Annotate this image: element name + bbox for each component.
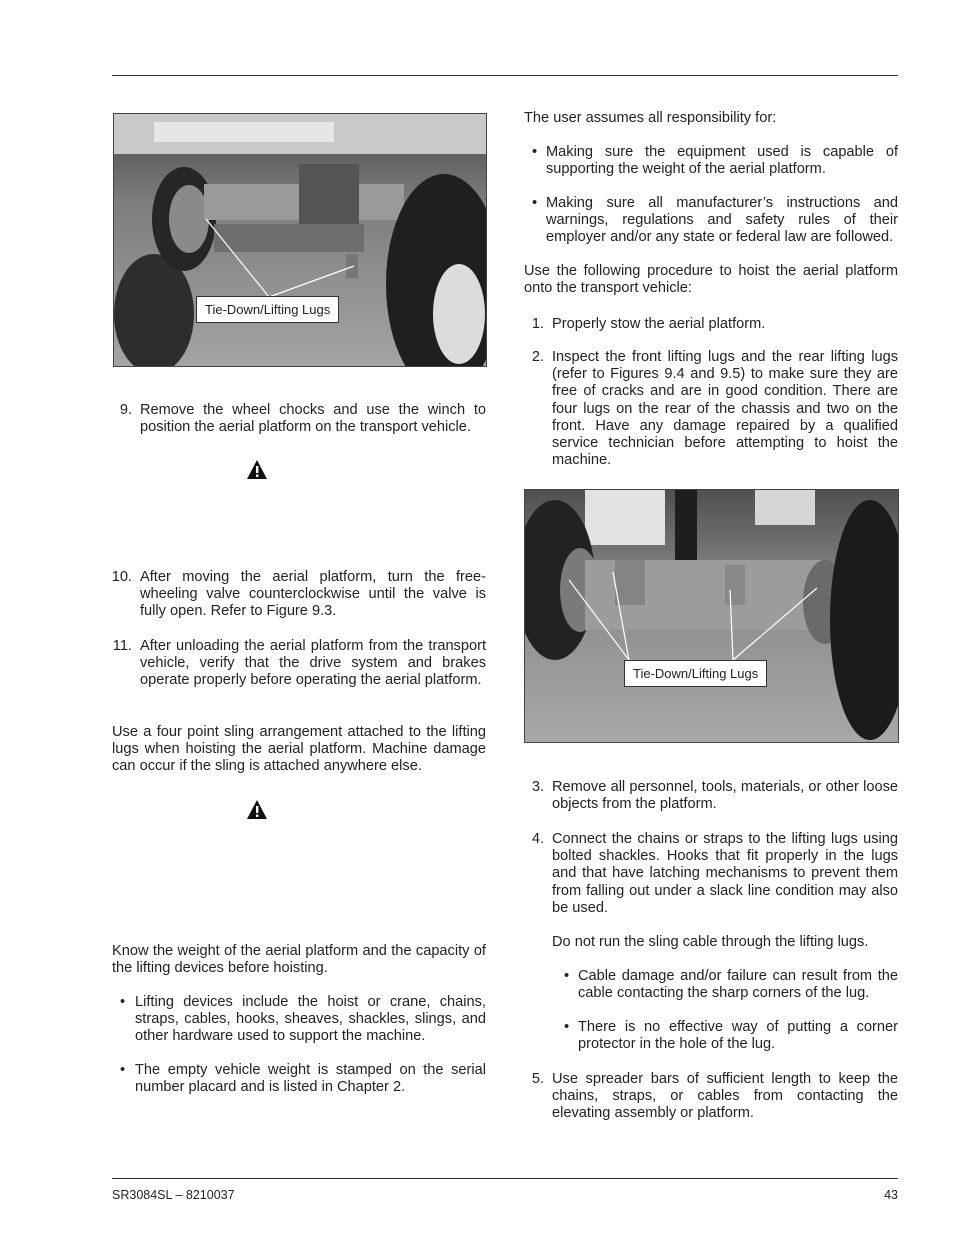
header-rule <box>112 75 898 76</box>
step11-number: 11. <box>112 638 132 654</box>
step4-text: Connect the chains or straps to the lifting lugs using bolted shackles. Hooks that fit properly in the lugs and that have latching mechanisms to prevent them from falling out under a slack line condition may also be used. <box>552 831 898 916</box>
weight-paragraph: Know the weight of the aerial platform and the capacity of the lifting devices before hoisting. <box>112 943 486 977</box>
step1-number: 1. <box>531 316 544 332</box>
step10-number: 10. <box>111 569 132 585</box>
warning-icon <box>246 799 268 821</box>
photo-front-lifting-lugs <box>113 113 487 367</box>
bullet-dot: • <box>564 1019 570 1035</box>
cable-damage-bullet: Cable damage and/or failure can result from the cable contacting the sharp corners of the lug. <box>578 968 898 1002</box>
warning-icon <box>246 459 268 481</box>
step5-text: Use spreader bars of sufficient length to keep the chains, straps, or cables from contacting the elevating assembly or platform. <box>552 1071 898 1122</box>
bullet-dot: • <box>120 1062 126 1078</box>
figure2-callout: Tie-Down/Lifting Lugs <box>624 660 767 687</box>
step11-text: After unloading the aerial platform from the transport vehicle, verify that the drive system and brakes operate properly before operating the aerial platform. <box>140 638 486 689</box>
step5-number: 5. <box>531 1071 544 1087</box>
step3-number: 3. <box>531 779 544 795</box>
step3-text: Remove all personnel, tools, materials, or other loose objects from the platform. <box>552 779 898 813</box>
footer-rule <box>112 1178 898 1179</box>
step4-note: Do not run the sling cable through the lifting lugs. <box>552 934 869 950</box>
step1-text: Properly stow the aerial platform. <box>552 316 766 332</box>
bullet-dot: • <box>532 195 538 211</box>
bullet-dot: • <box>532 144 538 160</box>
procedure-paragraph: Use the following procedure to hoist the aerial platform onto the transport vehicle: <box>524 263 898 297</box>
sling-paragraph: Use a four point sling arrangement attached to the lifting lugs when hoisting the aerial platform. Machine damage can occur if the sling is attached anywhere else. <box>112 724 486 775</box>
bullet-dot: • <box>564 968 570 984</box>
document-id: SR3084SL – 8210037 <box>112 1188 235 1202</box>
step9-text: Remove the wheel chocks and use the winch to position the aerial platform on the transport vehicle. <box>140 402 486 436</box>
responsibility-intro: The user assumes all responsibility for: <box>524 110 777 126</box>
step4-number: 4. <box>531 831 544 847</box>
corner-protector-bullet: There is no effective way of putting a corner protector in the hole of the lug. <box>578 1019 898 1053</box>
page-number: 43 <box>884 1188 898 1202</box>
lifting-devices-bullet: Lifting devices include the hoist or crane, chains, straps, cables, hooks, sheaves, shackles, slings, and other hardware used to support the machine. <box>135 994 486 1045</box>
photo-rear-lifting-lugs <box>524 489 899 743</box>
step9-number: 9. <box>119 402 132 418</box>
figure1-callout: Tie-Down/Lifting Lugs <box>196 296 339 323</box>
step10-text: After moving the aerial platform, turn the free-wheeling valve counterclockwise until the valve is fully open. Refer to Figure 9.3. <box>140 569 486 620</box>
bullet-dot: • <box>120 994 126 1010</box>
responsibility-bullet-1: Making sure the equipment used is capable of supporting the weight of the aerial platform. <box>546 144 898 178</box>
vehicle-weight-bullet: The empty vehicle weight is stamped on the serial number placard and is listed in Chapter 2. <box>135 1062 486 1096</box>
responsibility-bullet-2: Making sure all manufacturer’s instructions and warnings, regulations and safety rules of their employer and/or any state or federal law are followed. <box>546 195 898 246</box>
step2-number: 2. <box>531 349 544 365</box>
step2-text: Inspect the front lifting lugs and the rear lifting lugs (refer to Figures 9.4 and 9.5) to make sure they are free of cracks and are in good condition. There are four lugs on the rear of the chassis and two on the front. Have any damage repaired by a qualified service technician before attempting to hoist the machine. <box>552 349 898 469</box>
